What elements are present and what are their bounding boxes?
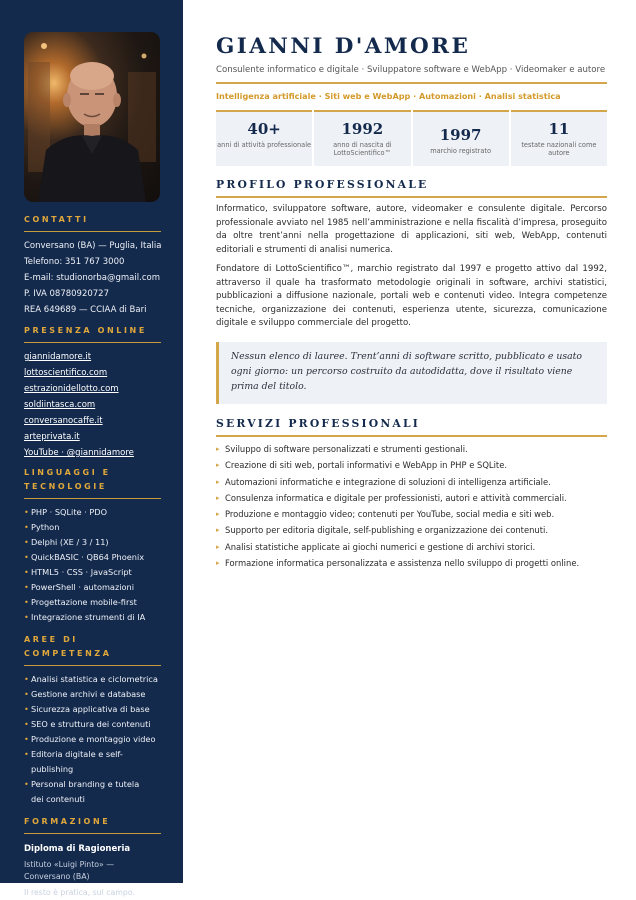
language-item: • HTML5 · CSS · JavaScript	[24, 565, 164, 580]
contact-phone[interactable]: Telefono: 351 767 3000	[24, 257, 125, 267]
stat-label: anno di nascita di LottoScientifico™	[333, 141, 392, 157]
service-item: ▸ Analisi statistiche applicate ai giochi numerici e gestione di archivi storici.	[216, 539, 607, 555]
education-note: Il resto è pratica, sul campo.	[24, 888, 135, 897]
stat-label: marchio registrato	[430, 147, 492, 155]
contact-email[interactable]: E-mail: studionorba@gmail.com	[24, 273, 160, 283]
language-item: • PowerShell · automazioni	[24, 580, 164, 595]
link-lottoscientifico[interactable]: lottoscientifico.com	[24, 368, 108, 378]
contacts-heading: CONTATTI	[24, 213, 161, 232]
link-estrazionidellotto[interactable]: estrazionidellotto.com	[24, 384, 119, 394]
stats-row	[216, 110, 607, 166]
stat-label: testate nazionali come autore	[521, 141, 597, 157]
link-arteprivata[interactable]: arteprivata.it	[24, 432, 80, 442]
service-item: ▸ Sviluppo di software personalizzati e strumenti gestionali.	[216, 441, 607, 457]
contact-vat: P. IVA 08780920727	[24, 289, 109, 299]
service-item: ▸ Automazioni informatiche e integrazione di soluzioni di intelligenza artificiale.	[216, 474, 607, 490]
language-item: • Progettazione mobile-first	[24, 595, 164, 610]
sidebar	[0, 0, 183, 897]
contact-rea: REA 649689 — CCIAA di Bari	[24, 305, 147, 315]
service-item: ▸ Supporto per editoria digitale, self-publishing e organizzazione dei contenuti.	[216, 522, 607, 538]
skill-item: • SEO e struttura dei contenuti	[24, 717, 164, 732]
profile-divider	[216, 196, 607, 198]
profile-title: PROFILO PROFESSIONALE	[216, 178, 429, 191]
profile-paragraph-2: Fondatore di LottoScientifico™, marchio registrato dal 1997 e progetto attivo dal 1992, attraverso il quale ha trasformato metodologie originali in software, archivi statistici, pubblicazioni a diffusione nazionale, portali web e contenuti video. Integra competenze tecniche, organizzazione dei contenuti, esperienza utente, sicurezza, comunicazione digitale e sviluppo commerciale del progetto.	[216, 264, 607, 329]
services-divider	[216, 435, 607, 437]
link-giannidamore[interactable]: giannidamore.it	[24, 352, 92, 362]
service-item: ▸ Formazione informatica personalizzata e assistenza nello sviluppo di progetti online.	[216, 555, 607, 571]
specialty-tags: Intelligenza artificiale · Siti web e WebApp · Automazioni · Analisi statistica	[216, 91, 561, 101]
skill-item: • Analisi statistica e ciclometrica	[24, 672, 164, 687]
language-item: • Integrazione strumenti di IA	[24, 610, 164, 625]
link-conversanocaffe[interactable]: conversanocaffe.it	[24, 416, 103, 426]
profile-paragraph-1: Informatico, sviluppatore software, autore, videomaker e consulente digitale. Percorso professionale avviato nel 1985 nell’amministrazione e nella fiscalità d’impresa, proseguito da oltre trent’anni nella progettazione di applicazioni, siti web, WebApp, contenuti editoriali e strumenti di analisi numerica.	[216, 204, 607, 255]
services-list	[216, 441, 607, 571]
contact-address: Conversano (BA) — Puglia, Italia	[24, 241, 162, 251]
language-item: • QuickBASIC · QB64 Phoenix	[24, 550, 164, 565]
link-youtube[interactable]: YouTube · @giannidamore	[24, 448, 134, 458]
profile-photo	[24, 32, 160, 202]
language-item: • Delphi (XE / 3 / 11)	[24, 535, 164, 550]
stat-card	[216, 110, 312, 166]
service-item: ▸ Creazione di siti web, portali informativi e WebApp in PHP e SQLite.	[216, 457, 607, 473]
languages-heading	[24, 466, 161, 499]
stat-value: 40+	[247, 120, 281, 138]
services-title: SERVIZI PROFESSIONALI	[216, 417, 421, 430]
stat-card	[314, 110, 410, 166]
stat-value: 11	[548, 120, 570, 138]
service-item: ▸ Consulenza informatica e digitale per professionisti, autori e attività commerciali.	[216, 490, 607, 506]
stat-value: 1997	[439, 126, 482, 144]
skill-item: • Produzione e montaggio video	[24, 732, 164, 747]
education-school: Istituto «Luigi Pinto» — Conversano (BA)	[24, 860, 115, 881]
profile-quote: Nessun elenco di lauree. Trent’anni di software scritto, pubblicato e usato ogni giorno: un percorso costruito da autodidatta, dove il risultato viene prima del titolo.	[216, 342, 607, 404]
service-item: ▸ Produzione e montaggio video; contenuti per YouTube, social media e siti web.	[216, 506, 607, 522]
languages-heading-line2: TECNOLOGIE	[24, 482, 107, 491]
language-item: • Python	[24, 520, 164, 535]
stat-value: 1992	[341, 120, 384, 138]
skill-item: • Editoria digitale e self-publishing	[24, 747, 164, 777]
stat-card	[413, 110, 509, 166]
stat-label: anni di attività professionale	[217, 141, 312, 149]
skill-item: • Sicurezza applicativa di base	[24, 702, 164, 717]
link-soldiintasca[interactable]: soldiintasca.com	[24, 400, 96, 410]
education-degree: Diploma di Ragioneria	[24, 844, 131, 854]
person-name: GIANNI D'AMORE	[216, 34, 471, 59]
skill-item: • Personal branding e tutela dei contenuti	[24, 777, 152, 807]
stat-card	[511, 110, 607, 166]
education-heading: FORMAZIONE	[24, 815, 161, 834]
skill-item: • Gestione archivi e database	[24, 687, 164, 702]
skills-heading: AREE DI COMPETENZA	[24, 633, 161, 666]
job-subtitle: Consulente informatico e digitale · Sviluppatore software e WebApp · Videomaker e autore	[216, 65, 606, 75]
language-item: • PHP · SQLite · PDO	[24, 505, 164, 520]
header-divider	[216, 82, 607, 84]
online-heading: PRESENZA ONLINE	[24, 324, 161, 343]
languages-heading-line1: LINGUAGGI E	[24, 468, 111, 477]
